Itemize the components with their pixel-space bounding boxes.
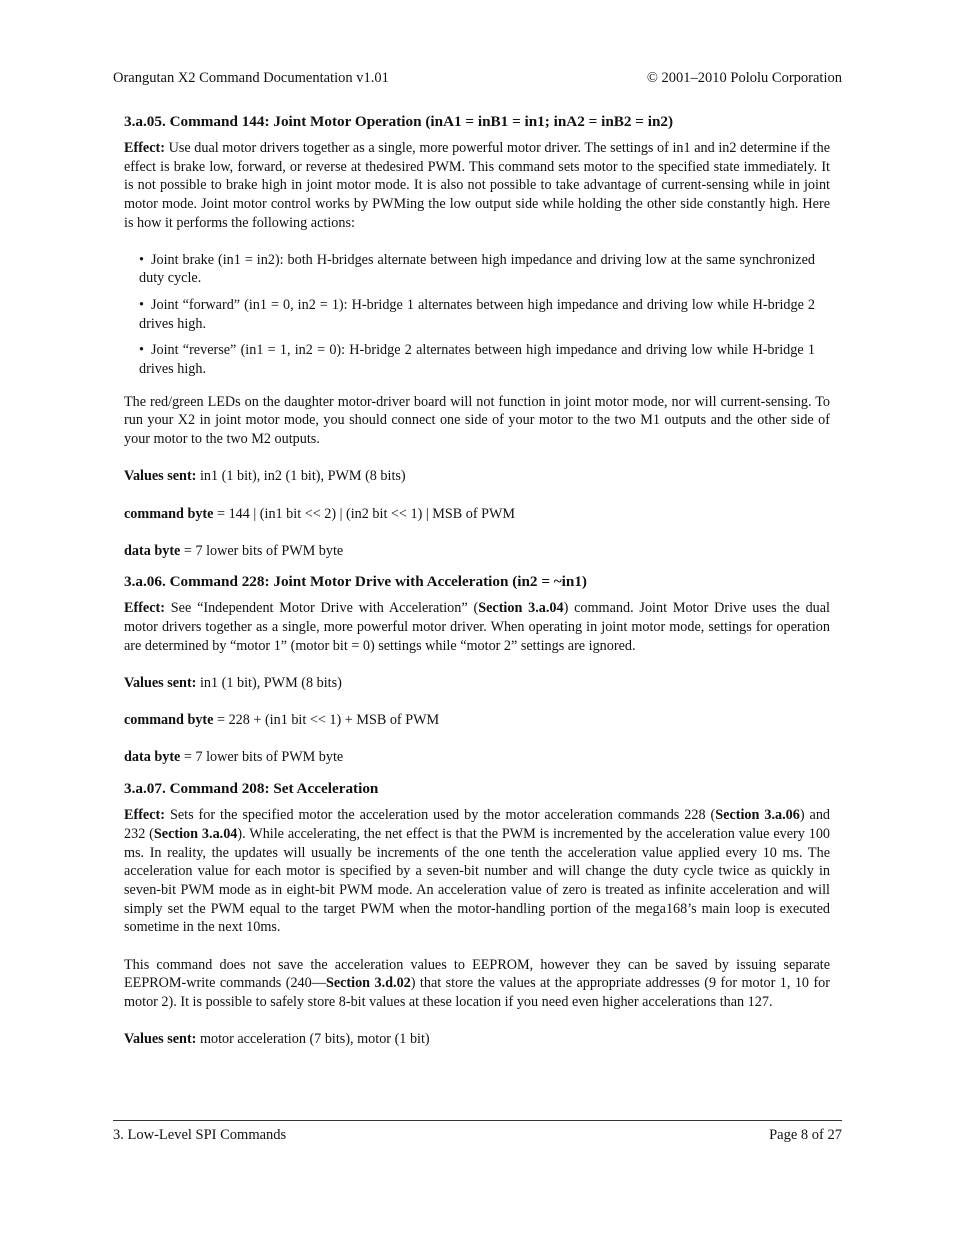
page-content (124, 112, 830, 1049)
effect-paragraph (124, 806, 830, 937)
list-item (139, 251, 815, 288)
section-reference: Section 3.a.04 (153, 825, 238, 842)
effect-label: Effect: (124, 807, 165, 824)
command-byte-text: = 144 | (in1 bit << 2) | (in2 bit << 1) | MSB of PWM (217, 505, 516, 522)
effect-paragraph (124, 139, 830, 233)
data-byte-line (124, 748, 830, 767)
effect-text: Sets for the specified motor the acceleration used by the motor acceleration commands 228 ( (169, 807, 716, 824)
effect-text: ). While accelerating, the net effect is that the PWM is incremented by the acceleration value every 100 ms. In reality, the updates will usually be increments of the one tenth the acceleration value applied every 10 ms. The acceleration value for each motor is specified by a seven-bit number and will change the duty cycle twice as quickly in seven-bit PWM mode as in eight-bit PWM mode. An acceleration value of zero is treated as infinite acceleration and will simply set the PWM equal to the target PWM when the motor-handling portion of the mega168’s main loop is executed sometime in the next 10ms. (124, 825, 831, 936)
section-heading-3a06: 3.a.06. Command 228: Joint Motor Drive with Acceleration (in2 = ~in1) (124, 573, 587, 591)
list-item (139, 341, 815, 378)
section-heading-3a05: 3.a.05. Command 144: Joint Motor Operation (inA1 = inB1 = in1; inA2 = inB2 = in2) (124, 113, 674, 130)
values-sent-line (124, 467, 830, 486)
values-label: Values sent: (124, 1031, 197, 1048)
section-reference: Section 3.d.02 (325, 975, 411, 992)
action-list (124, 251, 830, 379)
bullet-icon: • (139, 342, 144, 359)
section-reference: Section 3.a.04 (478, 600, 564, 617)
footer-divider (113, 1120, 842, 1121)
data-byte-label: data byte (124, 749, 181, 766)
paragraph-text: ) that store the values at the appropriate addresses (9 for motor 1, 10 for motor 2). It is possible to safely store 8-bit values at these location if you need even higher accelerations than 127. (124, 975, 830, 1010)
paragraph-text: This command does not save the acceleration values to EEPROM, however they can be saved by issuing separate EEPROM-write commands (240— (124, 956, 830, 992)
command-byte-line (124, 505, 830, 524)
header-copyright: © 2001–2010 Pololu Corporation (646, 70, 842, 86)
effect-text: See “Independent Motor Drive with Acceleration” ( (170, 600, 479, 617)
command-byte-label: command byte (124, 505, 214, 522)
page-number: Page 8 of 27 (769, 1127, 842, 1143)
bullet-icon: • (139, 296, 144, 313)
command-byte-text: = 228 + (in1 bit << 1) + MSB of PWM (217, 712, 440, 729)
list-item (139, 296, 815, 333)
effect-text: ) and 232 ( (124, 807, 831, 842)
effect-paragraph (124, 599, 830, 655)
section-reference: Section 3.a.06 (715, 807, 800, 824)
bullet-icon: • (139, 251, 144, 268)
values-text: in1 (1 bit), in2 (1 bit), PWM (8 bits) (199, 468, 406, 485)
values-sent-line (124, 674, 830, 693)
list-item-text: Joint “reverse” (in1 = 1, in2 = 0): H-bridge 2 alternates between high impedance and driving low while H-bridge 1 drives high. (139, 342, 815, 378)
effect-text: ) command. Joint Motor Drive uses the dual motor drivers together as a single, more powerful motor driver. When operating in joint motor mode, settings for operation are determined by “motor 1” (motor bit = 0) settings while “motor 2” settings are ignored. (124, 600, 830, 654)
effect-label: Effect: (124, 140, 165, 156)
values-sent-line (124, 1030, 830, 1049)
values-text: motor acceleration (7 bits), motor (1 bit) (199, 1031, 430, 1048)
header-title: Orangutan X2 Command Documentation v1.01 (113, 70, 389, 86)
values-label: Values sent: (124, 675, 197, 692)
command-byte-line (124, 711, 830, 730)
values-label: Values sent: (124, 468, 197, 485)
page-header (113, 70, 842, 90)
eeprom-paragraph (124, 956, 830, 1012)
list-item-text: Joint “forward” (in1 = 0, in2 = 1): H-bridge 1 alternates between high impedance and driving low while H-bridge 2 drives high. (139, 296, 815, 332)
command-byte-label: command byte (124, 712, 214, 729)
data-byte-line (124, 542, 830, 561)
effect-label: Effect: (124, 600, 165, 617)
section-heading-3a07: 3.a.07. Command 208: Set Acceleration (124, 780, 379, 798)
led-paragraph: The red/green LEDs on the daughter motor-driver board will not function in joint motor mode, nor will current-sensing. To run your X2 in joint motor mode, you should connect one side of your motor to the two M1 outputs and the other side of your motor to the two M2 outputs. (124, 393, 830, 448)
data-byte-text: = 7 lower bits of PWM byte (183, 749, 344, 766)
footer-chapter: 3. Low-Level SPI Commands (113, 1127, 287, 1143)
page-footer (113, 1127, 842, 1144)
values-text: in1 (1 bit), PWM (8 bits) (199, 675, 342, 692)
data-byte-text: = 7 lower bits of PWM byte (183, 542, 344, 559)
list-item-text: Joint brake (in1 = in2): both H-bridges alternate between high impedance and driving low at the same synchronized duty cycle. (139, 251, 815, 287)
effect-text: Use dual motor drivers together as a single, more powerful motor driver. The settings of in1 and in2 determine if the effect is brake low, forward, or reverse at thedesired PWM. This command sets motor to the specified state immediately. It is not possible to brake high in joint motor mode. It is also not possible to take advantage of current-sensing while in joint motor mode. Joint motor control works by PWMing the low output side while holding the other side constantly high. Here is how it performs the following actions: (124, 140, 831, 231)
data-byte-label: data byte (124, 542, 181, 559)
